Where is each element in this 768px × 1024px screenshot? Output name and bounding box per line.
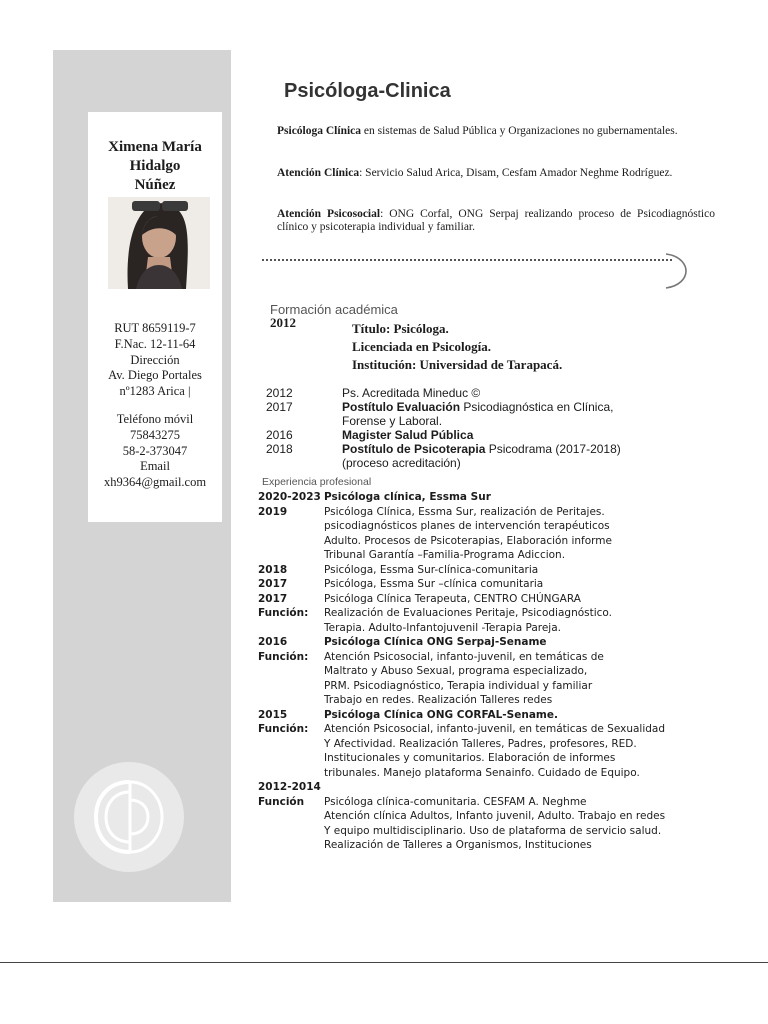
contact-info [88, 321, 222, 491]
experience-row-label [258, 838, 324, 853]
experience-row [258, 679, 698, 694]
summary-text: en sistemas de Salud Pública y Organizaciones no gubernamentales. [361, 125, 678, 137]
experience-row [258, 795, 698, 810]
experience-row-label [258, 693, 324, 708]
experience-row-text: Psicóloga, Essma Sur-clínica-comunitaria [324, 563, 539, 576]
phone-number: 75843275 [130, 427, 180, 442]
experience-row-text: Realización de Talleres a Organismos, Instituciones [324, 839, 592, 851]
experience-row-text: Tribunal Garantía –Familia-Programa Adiccion. [324, 549, 566, 561]
experience-row [258, 708, 698, 723]
experience-row [258, 766, 698, 781]
experience-row-text: Institucionales y comunitarios. Elaboración de informes [324, 752, 616, 764]
experience-row [258, 650, 698, 665]
experience-row-text: psicodiagnósticos planes de intervención terapéuticos [324, 520, 610, 532]
experience-row [258, 490, 698, 505]
experience-row-label: 2018 [258, 563, 288, 576]
experience-row [258, 664, 698, 679]
experience-row-label [258, 737, 324, 752]
education-row-year: 2016 [266, 428, 293, 442]
education-row [266, 456, 621, 470]
experience-row [258, 548, 698, 563]
education-row-year: 2017 [266, 400, 293, 414]
experience-row-text: Maltrato y Abuso Sexual, programa especializado, [324, 665, 588, 677]
experience-row-text: Y Afectividad. Realización Talleres, Padres, profesores, RED. [324, 737, 637, 750]
education-heading: Formación académica [270, 302, 398, 317]
education-row [266, 400, 621, 414]
experience-row-label [258, 766, 324, 781]
page-bottom-edge [0, 962, 768, 963]
name-line: Ximena María [108, 139, 202, 155]
experience-row-label: Función: [258, 607, 309, 619]
address-label: Dirección [130, 352, 180, 367]
summary-paragraph [277, 167, 715, 180]
experience-row [258, 635, 698, 650]
experience-row [258, 577, 698, 592]
experience-row-label [258, 519, 324, 534]
experience-row-label: 2015 [258, 708, 288, 721]
summary-label: Psicóloga Clínica [277, 125, 362, 137]
experience-row-label: 2019 [258, 505, 288, 518]
arc-ornament-icon [662, 252, 688, 290]
experience-row-label: Función: [258, 723, 309, 735]
degree-line: Institución: Universidad de Tarapacá. [352, 357, 563, 372]
experience-row [258, 780, 698, 795]
page-title: Psicóloga-Clinica [284, 80, 451, 102]
experience-row-text: Psicóloga clínica-comunitaria. CESFAM A. Neghme [324, 795, 587, 808]
education-degree [352, 320, 562, 374]
summary-label: Atención Psicosocial [277, 208, 381, 220]
dotted-divider [262, 259, 672, 261]
education-row-bold: Magister Salud Pública [342, 428, 474, 442]
experience-row-text: Atención Psicosocial, infanto-juvenil, en temáticas de [324, 650, 604, 663]
education-year: 2012 [270, 315, 296, 330]
name-line: Hidalgo [129, 158, 181, 174]
experience-row-text: Realización de Evaluaciones Peritaje, Psicodiagnóstico. [324, 607, 612, 619]
experience-row-label: 2012-2014 [258, 781, 321, 793]
experience-row [258, 824, 698, 839]
experience-row-label: 2017 [258, 578, 288, 590]
experience-row-label [258, 664, 324, 679]
experience-row [258, 751, 698, 766]
experience-row-label [258, 534, 324, 549]
experience-row-text: Y equipo multidisciplinario. Uso de plataforma de servicio salud. [324, 824, 662, 837]
profile-photo [108, 197, 210, 289]
name-line: Núñez [134, 177, 176, 193]
experience-row [258, 838, 698, 853]
education-row [266, 442, 621, 456]
experience-row-label: Función: [258, 650, 309, 663]
address-line: Av. Diego Portales [108, 368, 202, 383]
education-row-bold: Postítulo Evaluación [342, 400, 461, 414]
experience-row [258, 693, 698, 708]
education-row [266, 414, 621, 428]
experience-row [258, 519, 698, 534]
experience-list [258, 490, 698, 853]
education-row [266, 386, 621, 400]
experience-row-label [258, 751, 324, 766]
experience-row [258, 505, 698, 520]
experience-row [258, 722, 698, 737]
person-name [88, 138, 222, 195]
experience-row-text: Psicóloga clínica, Essma Sur [324, 491, 491, 503]
education-row-text: Psicodrama (2017-2018) [485, 442, 621, 456]
summary-label: Atención Clínica [277, 167, 360, 179]
education-row-year: 2012 [266, 386, 293, 400]
rut-text: RUT 8659119-7 [114, 321, 196, 335]
birthdate-text: F.Nac. 12-11-64 [114, 336, 196, 351]
experience-row-text: Terapia. Adulto-Infantojuvenil -Terapia Pareja. [324, 621, 561, 634]
experience-row-label [258, 809, 324, 824]
education-row-year [266, 414, 342, 428]
summary-text: : ONG Corfal, ONG Serpaj realizando proceso de Psicodiagnóstico clínico y psicoterapia individual y familiar. [277, 208, 715, 233]
experience-row-label [258, 824, 324, 839]
experience-row-label: 2017 [258, 592, 288, 605]
experience-row-text: PRM. Psicodiagnóstico, Terapia individual y familiar [324, 679, 593, 692]
email-address: xh9364@gmail.com [103, 475, 207, 490]
experience-row-label: 2016 [258, 636, 288, 648]
summary-paragraph [277, 208, 715, 234]
phone-label: Teléfono móvil [116, 411, 194, 426]
experience-row [258, 606, 698, 621]
experience-row-text: Atención clínica Adultos, Infanto juvenil, Adulto. Trabajo en redes [324, 810, 666, 822]
experience-row [258, 534, 698, 549]
education-list [266, 386, 621, 470]
experience-row-text: Adulto. Procesos de Psicoterapias, Elaboración informe [324, 534, 612, 547]
experience-row-label: 2020-2023 [258, 491, 321, 503]
experience-row-text: Psicóloga Clínica ONG Serpaj-Sename [324, 636, 547, 648]
experience-row-label [258, 548, 324, 563]
spacer [88, 400, 222, 412]
education-row-text: Psicodiagnóstica en Clínica, [460, 400, 614, 414]
logo-circle-icon [72, 760, 186, 874]
experience-heading: Experiencia profesional [262, 476, 372, 488]
experience-row-text: Trabajo en redes. Realización Talleres redes [324, 694, 553, 706]
experience-row [258, 621, 698, 636]
summary-paragraph [277, 125, 715, 138]
education-row-year [266, 456, 342, 470]
experience-row-text: Psicóloga Clínica Terapeuta, CENTRO CHÚNGARA [324, 592, 581, 605]
education-row-text: (proceso acreditación) [342, 456, 461, 470]
experience-row-text: Psicóloga, Essma Sur –clínica comunitaria [324, 578, 544, 590]
experience-row-text: Atención Psicosocial, infanto-juvenil, en temáticas de Sexualidad [324, 723, 666, 735]
experience-row [258, 592, 698, 607]
experience-row-label [258, 679, 324, 694]
summary-text: : Servicio Salud Arica, Disam, Cesfam Amador Neghme Rodríguez. [359, 167, 673, 179]
experience-row [258, 809, 698, 824]
experience-row [258, 563, 698, 578]
experience-row-text: tribunales. Manejo plataforma Senainfo. Cuidado de Equipo. [324, 766, 640, 779]
education-row-text: Ps. Acreditada Mineduc © [342, 386, 481, 400]
phone-number: 58-2-373047 [122, 443, 188, 458]
education-row-bold: Postítulo de Psicoterapia [342, 442, 486, 456]
address-line: nº1283 Arica | [119, 384, 191, 399]
education-row-text: Forense y Laboral. [342, 414, 443, 428]
degree-line: Licenciada en Psicología. [352, 339, 492, 354]
education-row-year: 2018 [266, 442, 293, 456]
degree-line: Título: Psicóloga. [352, 321, 449, 336]
experience-row-label: Función [258, 795, 305, 808]
education-row [266, 428, 621, 442]
experience-row-label [258, 621, 324, 636]
experience-row [258, 737, 698, 752]
email-label: Email [140, 459, 170, 474]
experience-row-text: Psicóloga Clínica, Essma Sur, realización de Peritajes. [324, 505, 605, 518]
experience-row-text: Psicóloga Clínica ONG CORFAL-Sename. [324, 708, 558, 721]
